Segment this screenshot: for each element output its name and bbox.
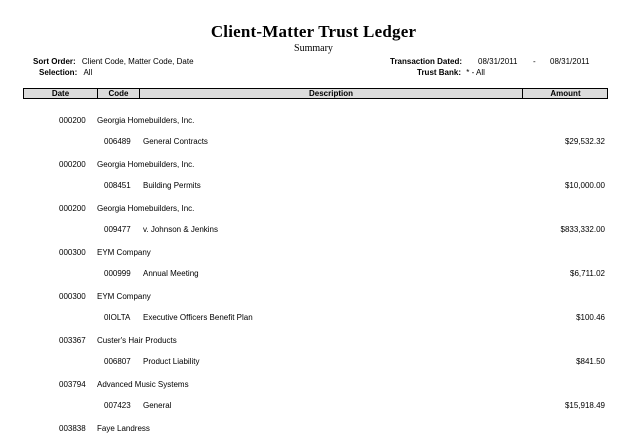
matter-name: v. Johnson & Jenkins bbox=[143, 225, 219, 234]
matter-name: Building Permits bbox=[143, 181, 201, 190]
client-code: 000200 bbox=[59, 204, 86, 213]
selection-value: All bbox=[83, 68, 93, 77]
amount: $10,000.00 bbox=[564, 181, 605, 190]
matter-name: Executive Officers Benefit Plan bbox=[143, 313, 253, 322]
report-subtitle: Summary bbox=[294, 43, 333, 54]
client-name: Advanced Music Systems bbox=[97, 380, 189, 389]
trust-bank-value: * - All bbox=[466, 68, 485, 77]
sort-order-line bbox=[33, 57, 194, 66]
matter-code: 006489 bbox=[104, 137, 131, 146]
matter-code: 007423 bbox=[104, 401, 131, 410]
col-description: Description bbox=[308, 89, 353, 98]
client-code: 003838 bbox=[59, 424, 86, 433]
client-code: 000300 bbox=[59, 292, 86, 301]
date-separator: - bbox=[533, 57, 536, 66]
matter-name: Product Liability bbox=[143, 357, 200, 366]
matter-code: 006807 bbox=[104, 357, 131, 366]
matter-name: Annual Meeting bbox=[143, 269, 199, 278]
col-code: Code bbox=[108, 89, 129, 98]
matter-code: 0IOLTA bbox=[104, 313, 131, 322]
date-to: 08/31/2011 bbox=[550, 57, 590, 66]
matter-code: 008451 bbox=[104, 181, 131, 190]
matter-code: 000999 bbox=[104, 269, 131, 278]
client-name: EYM Company bbox=[97, 292, 151, 301]
client-name: Faye Landress bbox=[97, 424, 150, 433]
transaction-dated-label: Transaction Dated: bbox=[390, 57, 463, 66]
client-name: Georgia Homebuilders, Inc. bbox=[97, 204, 195, 213]
selection-label: Selection: bbox=[39, 68, 78, 77]
date-from: 08/31/2011 bbox=[478, 57, 518, 66]
amount: $15,918.49 bbox=[564, 401, 605, 410]
trust-bank-label: Trust Bank: bbox=[417, 68, 462, 77]
selection-line bbox=[39, 68, 92, 77]
col-amount: Amount bbox=[550, 89, 581, 98]
client-name: Custer's Hair Products bbox=[97, 336, 177, 345]
sort-order-value: Client Code, Matter Code, Date bbox=[81, 57, 194, 66]
client-name: Georgia Homebuilders, Inc. bbox=[97, 116, 195, 125]
client-name: EYM Company bbox=[97, 248, 151, 257]
client-name: Georgia Homebuilders, Inc. bbox=[97, 160, 195, 169]
client-code: 000200 bbox=[59, 160, 86, 169]
amount: $6,711.02 bbox=[570, 269, 605, 278]
transaction-dated-line bbox=[390, 57, 590, 66]
amount: $100.46 bbox=[576, 313, 605, 322]
col-date: Date bbox=[51, 89, 70, 98]
sort-order-label: Sort Order: bbox=[33, 57, 76, 66]
column-header-bar bbox=[23, 88, 608, 99]
matter-name: General Contracts bbox=[143, 137, 208, 146]
client-code: 000300 bbox=[59, 248, 86, 257]
report-title: Client-Matter Trust Ledger bbox=[210, 22, 417, 41]
client-code: 000200 bbox=[59, 116, 86, 125]
matter-code: 009477 bbox=[104, 225, 131, 234]
trust-bank-line bbox=[417, 68, 485, 77]
amount: $833,332.00 bbox=[560, 225, 605, 234]
client-code: 003794 bbox=[59, 380, 86, 389]
matter-name: General bbox=[143, 401, 172, 410]
amount: $841.50 bbox=[576, 357, 605, 366]
amount: $29,532.32 bbox=[564, 137, 605, 146]
client-code: 003367 bbox=[59, 336, 86, 345]
